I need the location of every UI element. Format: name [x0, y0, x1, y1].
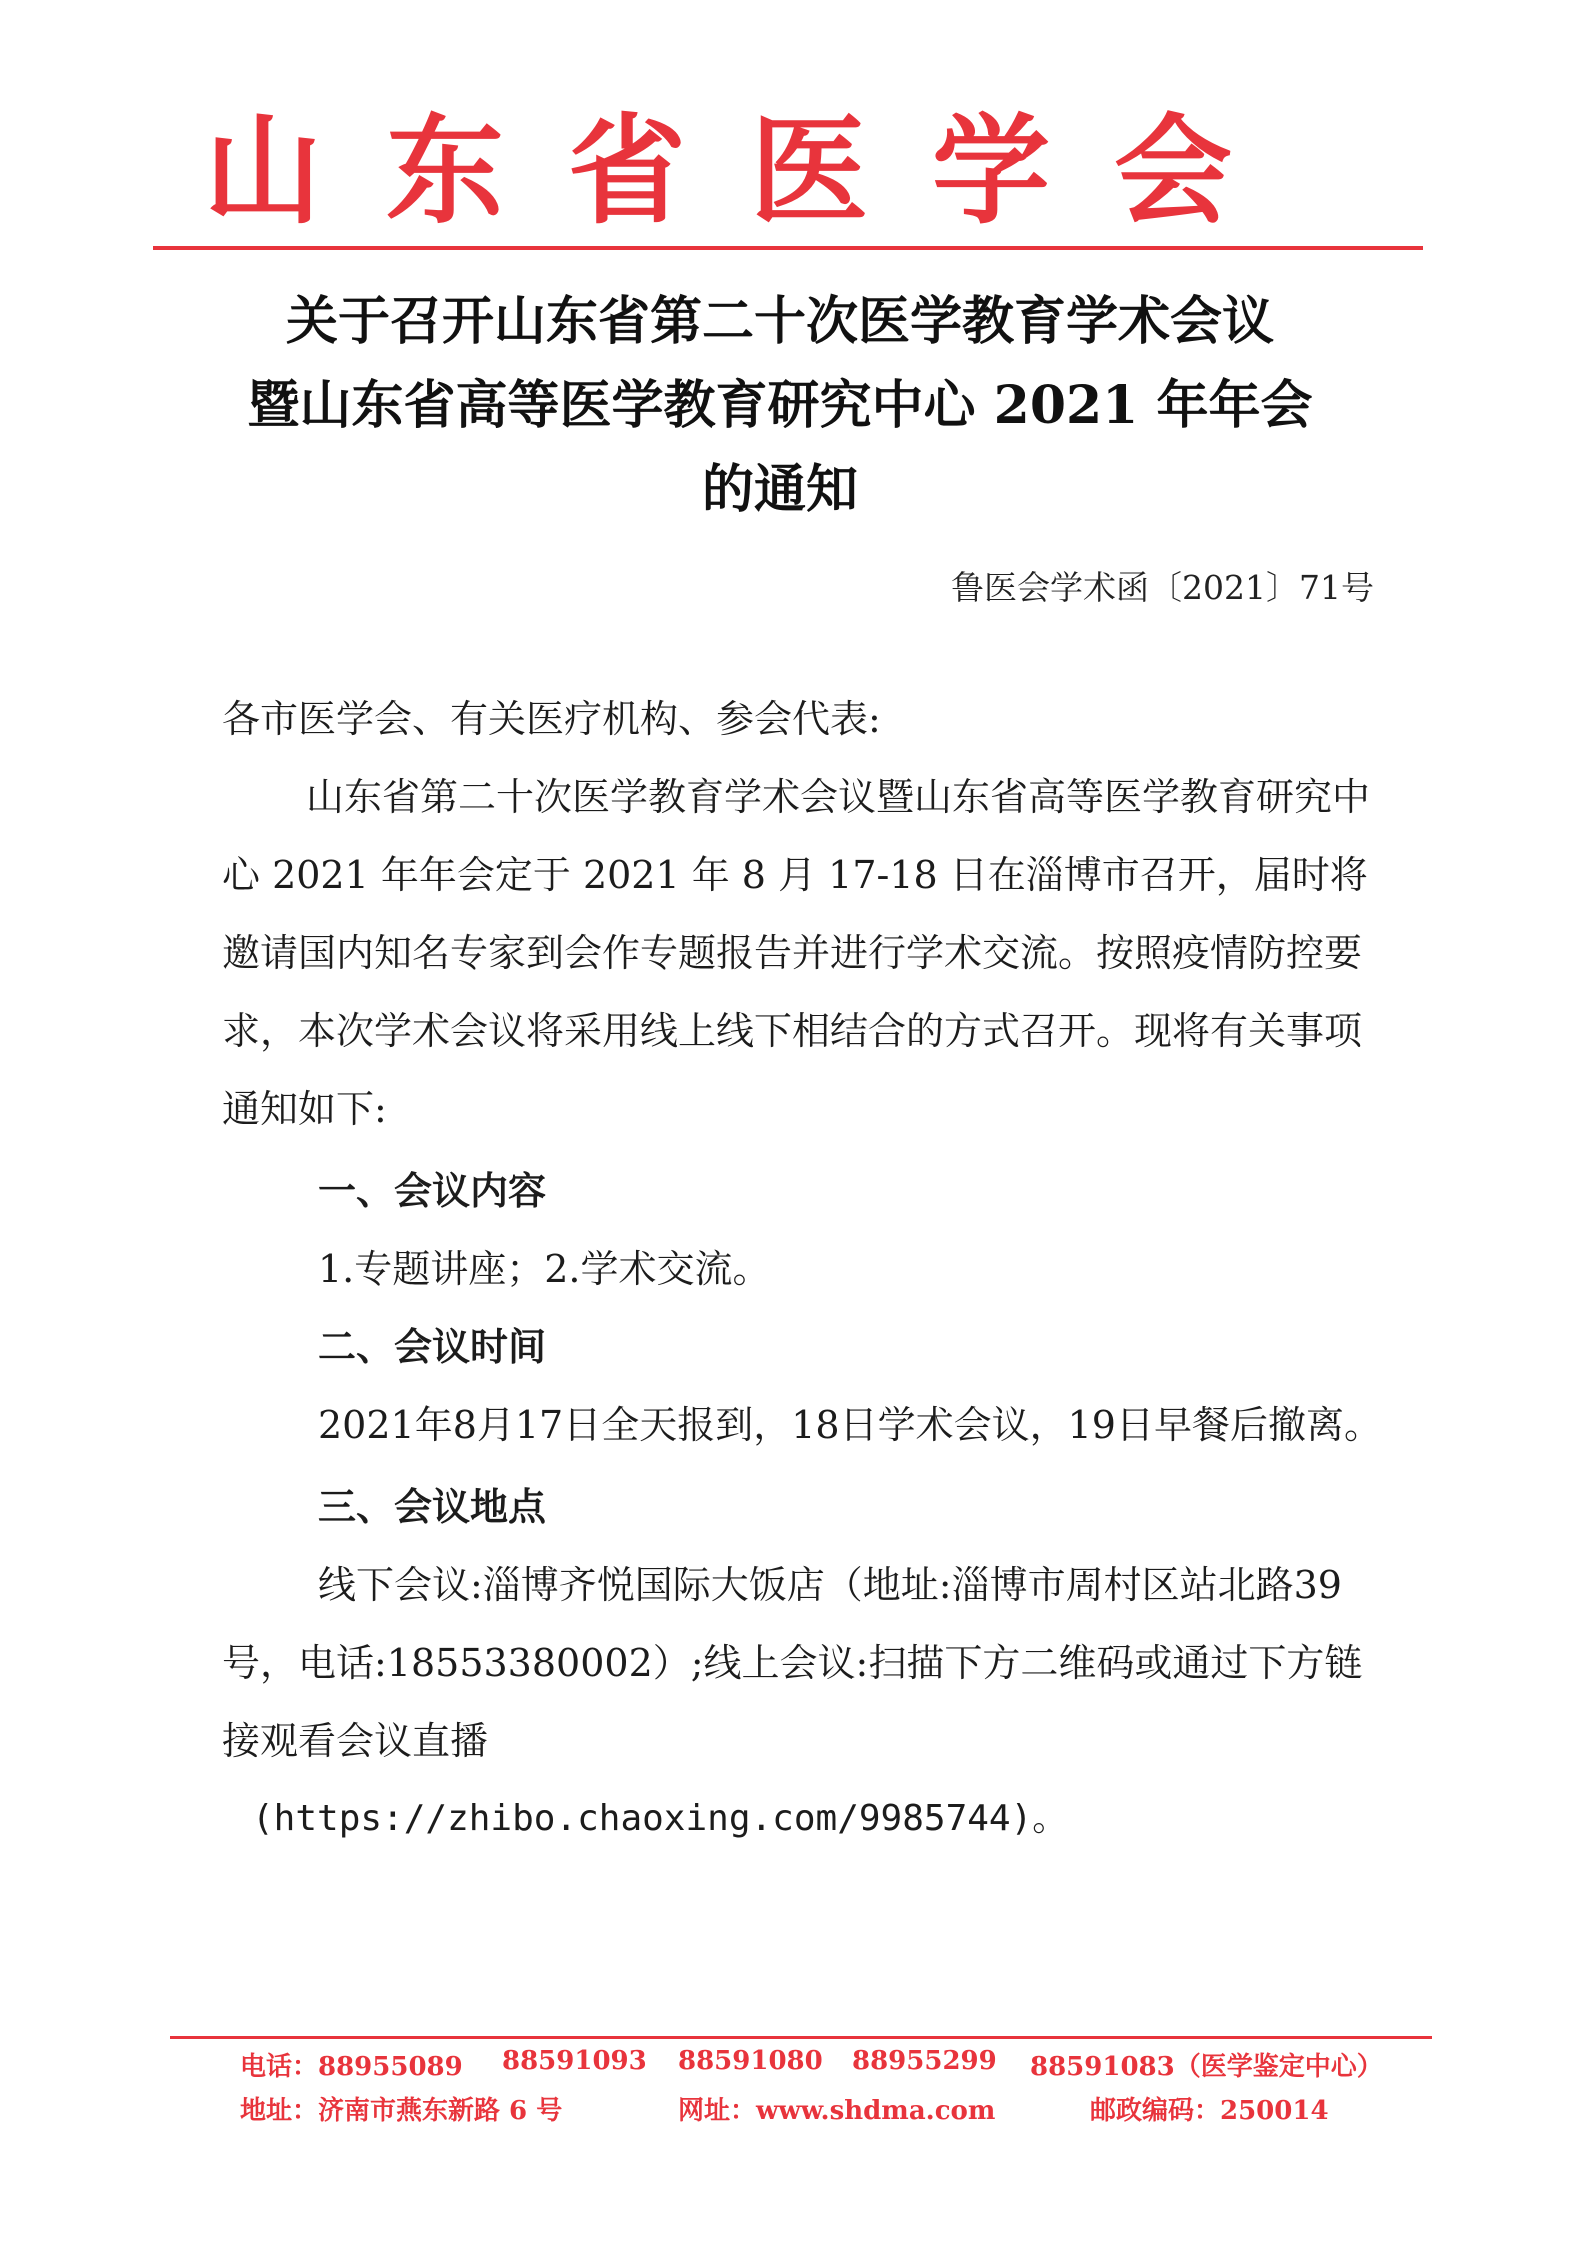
section-2-heading: 二、会议时间 [318, 1325, 547, 1369]
livestream-link[interactable]: (https://zhibo.chaoxing.com/9985744)。 [252, 1798, 1069, 1839]
title-line-1: 关于召开山东省第二十次医学教育学术会议 [285, 291, 1274, 352]
notice-body [222, 680, 1392, 1858]
title-line-3: 的通知 [701, 459, 858, 520]
section-1-text: 1.专题讲座；2.学术交流。 [318, 1247, 771, 1291]
section-1-heading: 一、会议内容 [318, 1169, 547, 1213]
title-line-2: 暨山东省高等医学教育研究中心 2021 年年会 [247, 375, 1313, 436]
footer-postcode: 邮政编码：250014 [1090, 2096, 1329, 2126]
footer-phone-5: 88591083（医学鉴定中心） [1030, 2052, 1383, 2082]
footer-phone-1: 电话：88955089 [240, 2052, 463, 2082]
section-2-text: 2021年8月17日全天报到，18日学术会议，19日早餐后撤离。 [318, 1403, 1382, 1447]
footer-address: 地址：济南市燕东新路 6 号 [240, 2096, 563, 2126]
letterhead-org-name: 山东省医学会 [203, 102, 1296, 240]
intro-paragraph: 山东省第二十次医学教育学术会议暨山东省高等医学教育研究中心 2021 年年会定于 2021 年 8 月 17-18 日在淄博市召开，届时将邀请国内知名专家到会作专题报告并进行学术交流。按照疫情防控要求，本次学术会议将采用线上线下相结合的方式召开。现将有关事项通知如下: [222, 775, 1371, 1131]
footer-phone-2: 88591093 [502, 2046, 647, 2076]
footer-website[interactable]: 网址：www.shdma.com [678, 2096, 996, 2126]
letterhead-footer [240, 2040, 1400, 2128]
footer-divider [170, 2036, 1432, 2039]
letterhead-divider [153, 246, 1423, 250]
salutation: 各市医学会、有关医疗机构、参会代表: [222, 697, 881, 741]
section-3-heading: 三、会议地点 [318, 1485, 547, 1529]
notice-title [190, 280, 1370, 532]
document-number: 鲁医会学术函〔2021〕71号 [951, 568, 1374, 607]
footer-phone-3: 88591080 [678, 2046, 823, 2076]
footer-phone-4: 88955299 [852, 2046, 997, 2076]
section-3-text: 线下会议:淄博齐悦国际大饭店（地址:淄博市周村区站北路39号，电话:18553380002）;线上会议:扫描下方二维码或通过下方链接观看会议直播 [222, 1563, 1363, 1763]
